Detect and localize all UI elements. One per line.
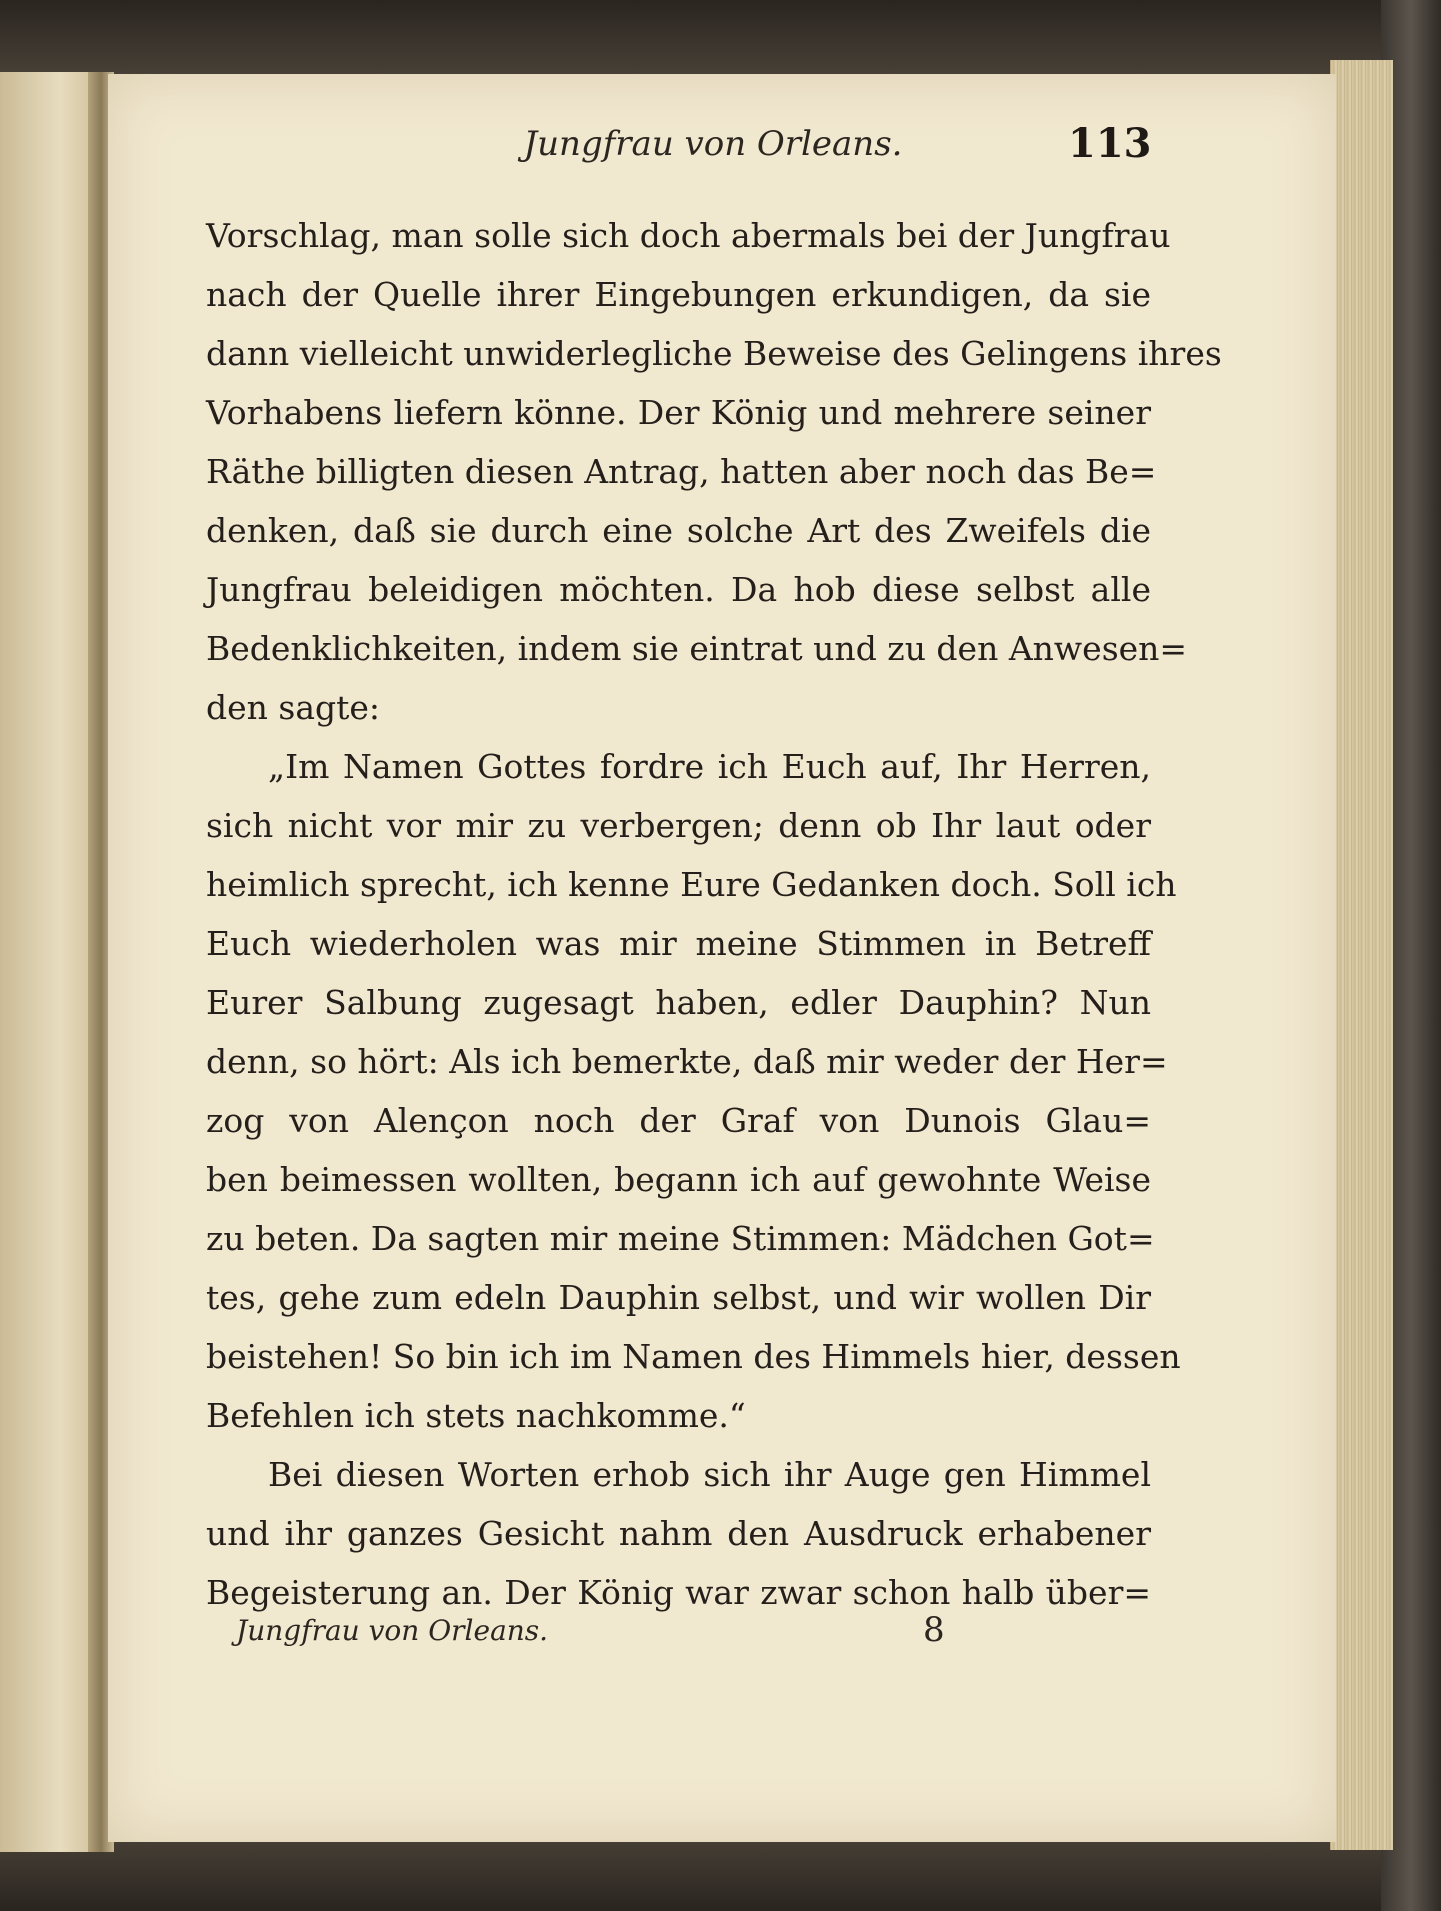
text-line: Bedenklichkeiten, indem sie eintrat und zu den Anwesen=	[206, 629, 1188, 668]
text-line: sich nicht vor mir zu verbergen; denn ob Ihr laut oder	[206, 806, 1151, 845]
running-title: Jungfrau von Orleans.	[523, 124, 903, 164]
page-number: 113	[1068, 120, 1152, 167]
body-text	[206, 206, 1222, 1622]
text-line: zu beten. Da sagten mir meine Stimmen: Mädchen Got=	[206, 1219, 1155, 1258]
book-cover-top	[0, 0, 1441, 80]
text-line: ben beimessen wollten, begann ich auf gewohnte Weise	[206, 1160, 1151, 1199]
text-line: Räthe billigten diesen Antrag, hatten aber noch das Be=	[206, 452, 1157, 491]
text-line: dann vielleicht unwiderlegliche Beweise des Gelingens ihres	[206, 334, 1222, 373]
book-cover-bottom	[0, 1830, 1441, 1911]
text-line: Bei diesen Worten erhob sich ihr Auge gen Himmel	[268, 1455, 1151, 1494]
facing-page-edge	[0, 72, 100, 1852]
text-line: Vorhabens liefern könne. Der König und mehrere seiner	[206, 393, 1151, 432]
text-line: Befehlen ich stets nachkomme.“	[206, 1396, 746, 1435]
text-line: denn, so hört: Als ich bemerkte, daß mir weder der Her=	[206, 1042, 1168, 1081]
text-line: „Im Namen Gottes fordre ich Euch auf, Ihr Herren,	[268, 747, 1151, 786]
book-page	[108, 74, 1336, 1842]
text-line: zog von Alençon noch der Graf von Dunois Glau=	[206, 1101, 1151, 1140]
text-line: Eurer Salbung zugesagt haben, edler Dauphin? Nun	[206, 983, 1151, 1022]
text-line: Begeisterung an. Der König war zwar schon halb über=	[206, 1573, 1151, 1612]
text-line: und ihr ganzes Gesicht nahm den Ausdruck erhabener	[206, 1514, 1151, 1553]
text-line: Jungfrau beleidigen möchten. Da hob diese selbst alle	[206, 570, 1151, 609]
text-line: denken, daß sie durch eine solche Art des Zweifels die	[206, 511, 1151, 550]
text-line: nach der Quelle ihrer Eingebungen erkundigen, da sie	[206, 275, 1151, 314]
text-line: tes, gehe zum edeln Dauphin selbst, und wir wollen Dir	[206, 1278, 1151, 1317]
signature-mark: Jungfrau von Orleans.	[236, 1614, 549, 1647]
sheet-number: 8	[923, 1610, 945, 1650]
text-line: den sagte:	[206, 688, 381, 727]
page-edges	[1330, 60, 1393, 1850]
text-line: Vorschlag, man solle sich doch abermals bei der Jungfrau	[206, 216, 1171, 255]
text-line: Euch wiederholen was mir meine Stimmen in Betreff	[206, 924, 1151, 963]
text-line: beistehen! So bin ich im Namen des Himmels hier, dessen	[206, 1337, 1181, 1376]
text-line: heimlich sprecht, ich kenne Eure Gedanken doch. Soll ich	[206, 865, 1177, 904]
